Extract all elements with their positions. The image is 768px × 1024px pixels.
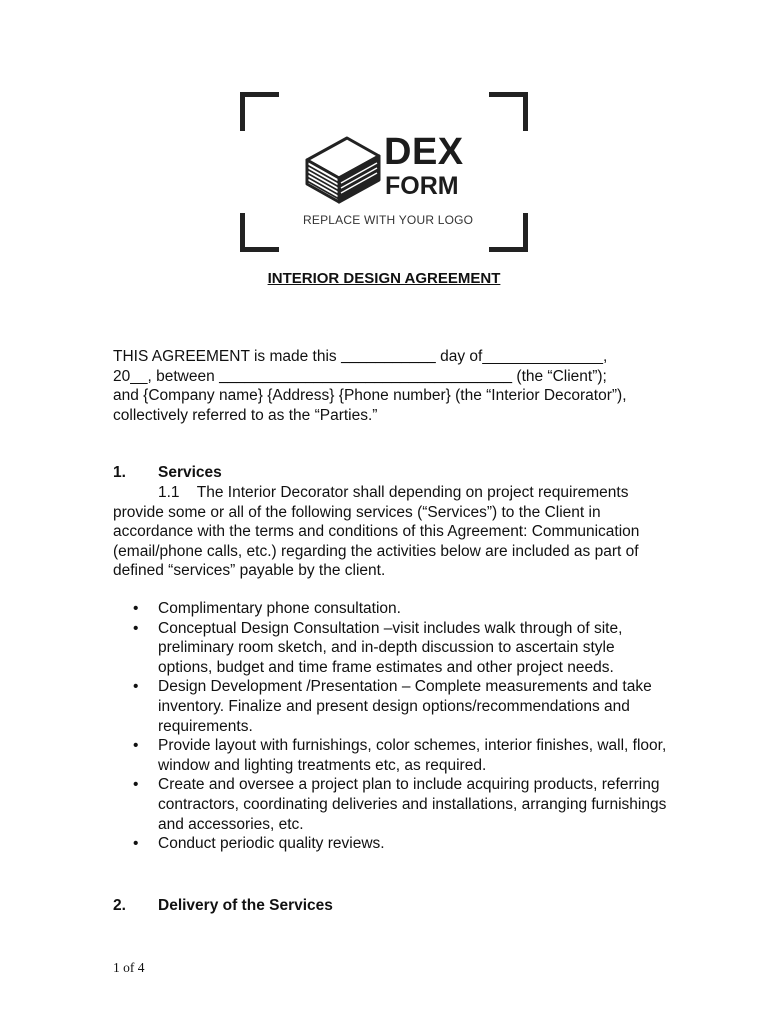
intro-line-1 — [113, 347, 673, 367]
logo-brand-line1: DEX — [384, 131, 464, 173]
intro-line-3: and {Company name} {Address} {Phone number} (the “Interior Decorator”), — [113, 387, 627, 405]
logo-tagline: REPLACE WITH YOUR LOGO — [303, 213, 474, 227]
intro-text-3: 20__, between — [113, 367, 220, 385]
document-title: INTERIOR DESIGN AGREEMENT — [267, 270, 501, 287]
section-2-number: 2. — [113, 897, 126, 914]
section-2-heading — [113, 896, 333, 916]
services-bullet-list — [113, 599, 673, 854]
page-number: 1 of 4 — [113, 960, 145, 975]
intro-paragraph — [113, 347, 673, 425]
intro-text-4: (the “Client”); — [512, 367, 607, 385]
logo-brand-line2: FORM — [385, 172, 459, 200]
logo-corner-top-right — [489, 92, 528, 131]
client-blank: __________________________________ — [219, 367, 513, 385]
intro-text-1: THIS AGREEMENT is made this — [113, 348, 341, 365]
clause-1-1-number: 1.1 — [158, 484, 180, 501]
section-1-number: 1. — [113, 464, 126, 481]
clause-1-1 — [113, 483, 673, 581]
section-1-heading — [113, 463, 222, 483]
clause-1-1-text: The Interior Decorator shall depending on project requirements provide some or all of the following services (“Services”) to the Client in accordance with the terms and conditions of this Agreement: Communication (email/phone calls, etc.) regarding the activities below are included as part of defined “services” payable by the client. — [113, 484, 640, 580]
intro-line-4: collectively referred to as the “Parties.” — [113, 406, 378, 424]
intro-text-2: day of______________, — [435, 348, 608, 365]
section-2-title: Delivery of the Services — [158, 897, 333, 914]
list-item: • Create and oversee a project plan to include acquiring products, referring contractors, coordinating deliveries and installations, arranging furnishings and accessories, etc. — [113, 775, 673, 834]
logo-placeholder — [240, 92, 528, 252]
intro-line-2 — [113, 367, 673, 387]
list-item: • Design Development /Presentation – Complete measurements and take inventory. Finalize and present design options/recommendations and requirements. — [113, 677, 673, 736]
logo-corner-top-left — [240, 92, 279, 131]
logo-corner-bottom-right — [489, 213, 528, 252]
section-1-title: Services — [158, 464, 222, 481]
day-blank: ___________ — [340, 348, 436, 365]
list-item: • Provide layout with furnishings, color schemes, interior finishes, wall, floor, window and lighting treatments etc, as required. — [113, 736, 673, 775]
stacked-papers-icon — [303, 134, 383, 206]
list-item: • Conduct periodic quality reviews. — [113, 834, 673, 854]
list-item: • Conceptual Design Consultation –visit includes walk through of site, preliminary room sketch, and in-depth discussion to ascertain style options, budget and time frame estimates and other project needs. — [113, 619, 673, 678]
logo-corner-bottom-left — [240, 213, 279, 252]
list-item: • Complimentary phone consultation. — [113, 599, 673, 619]
